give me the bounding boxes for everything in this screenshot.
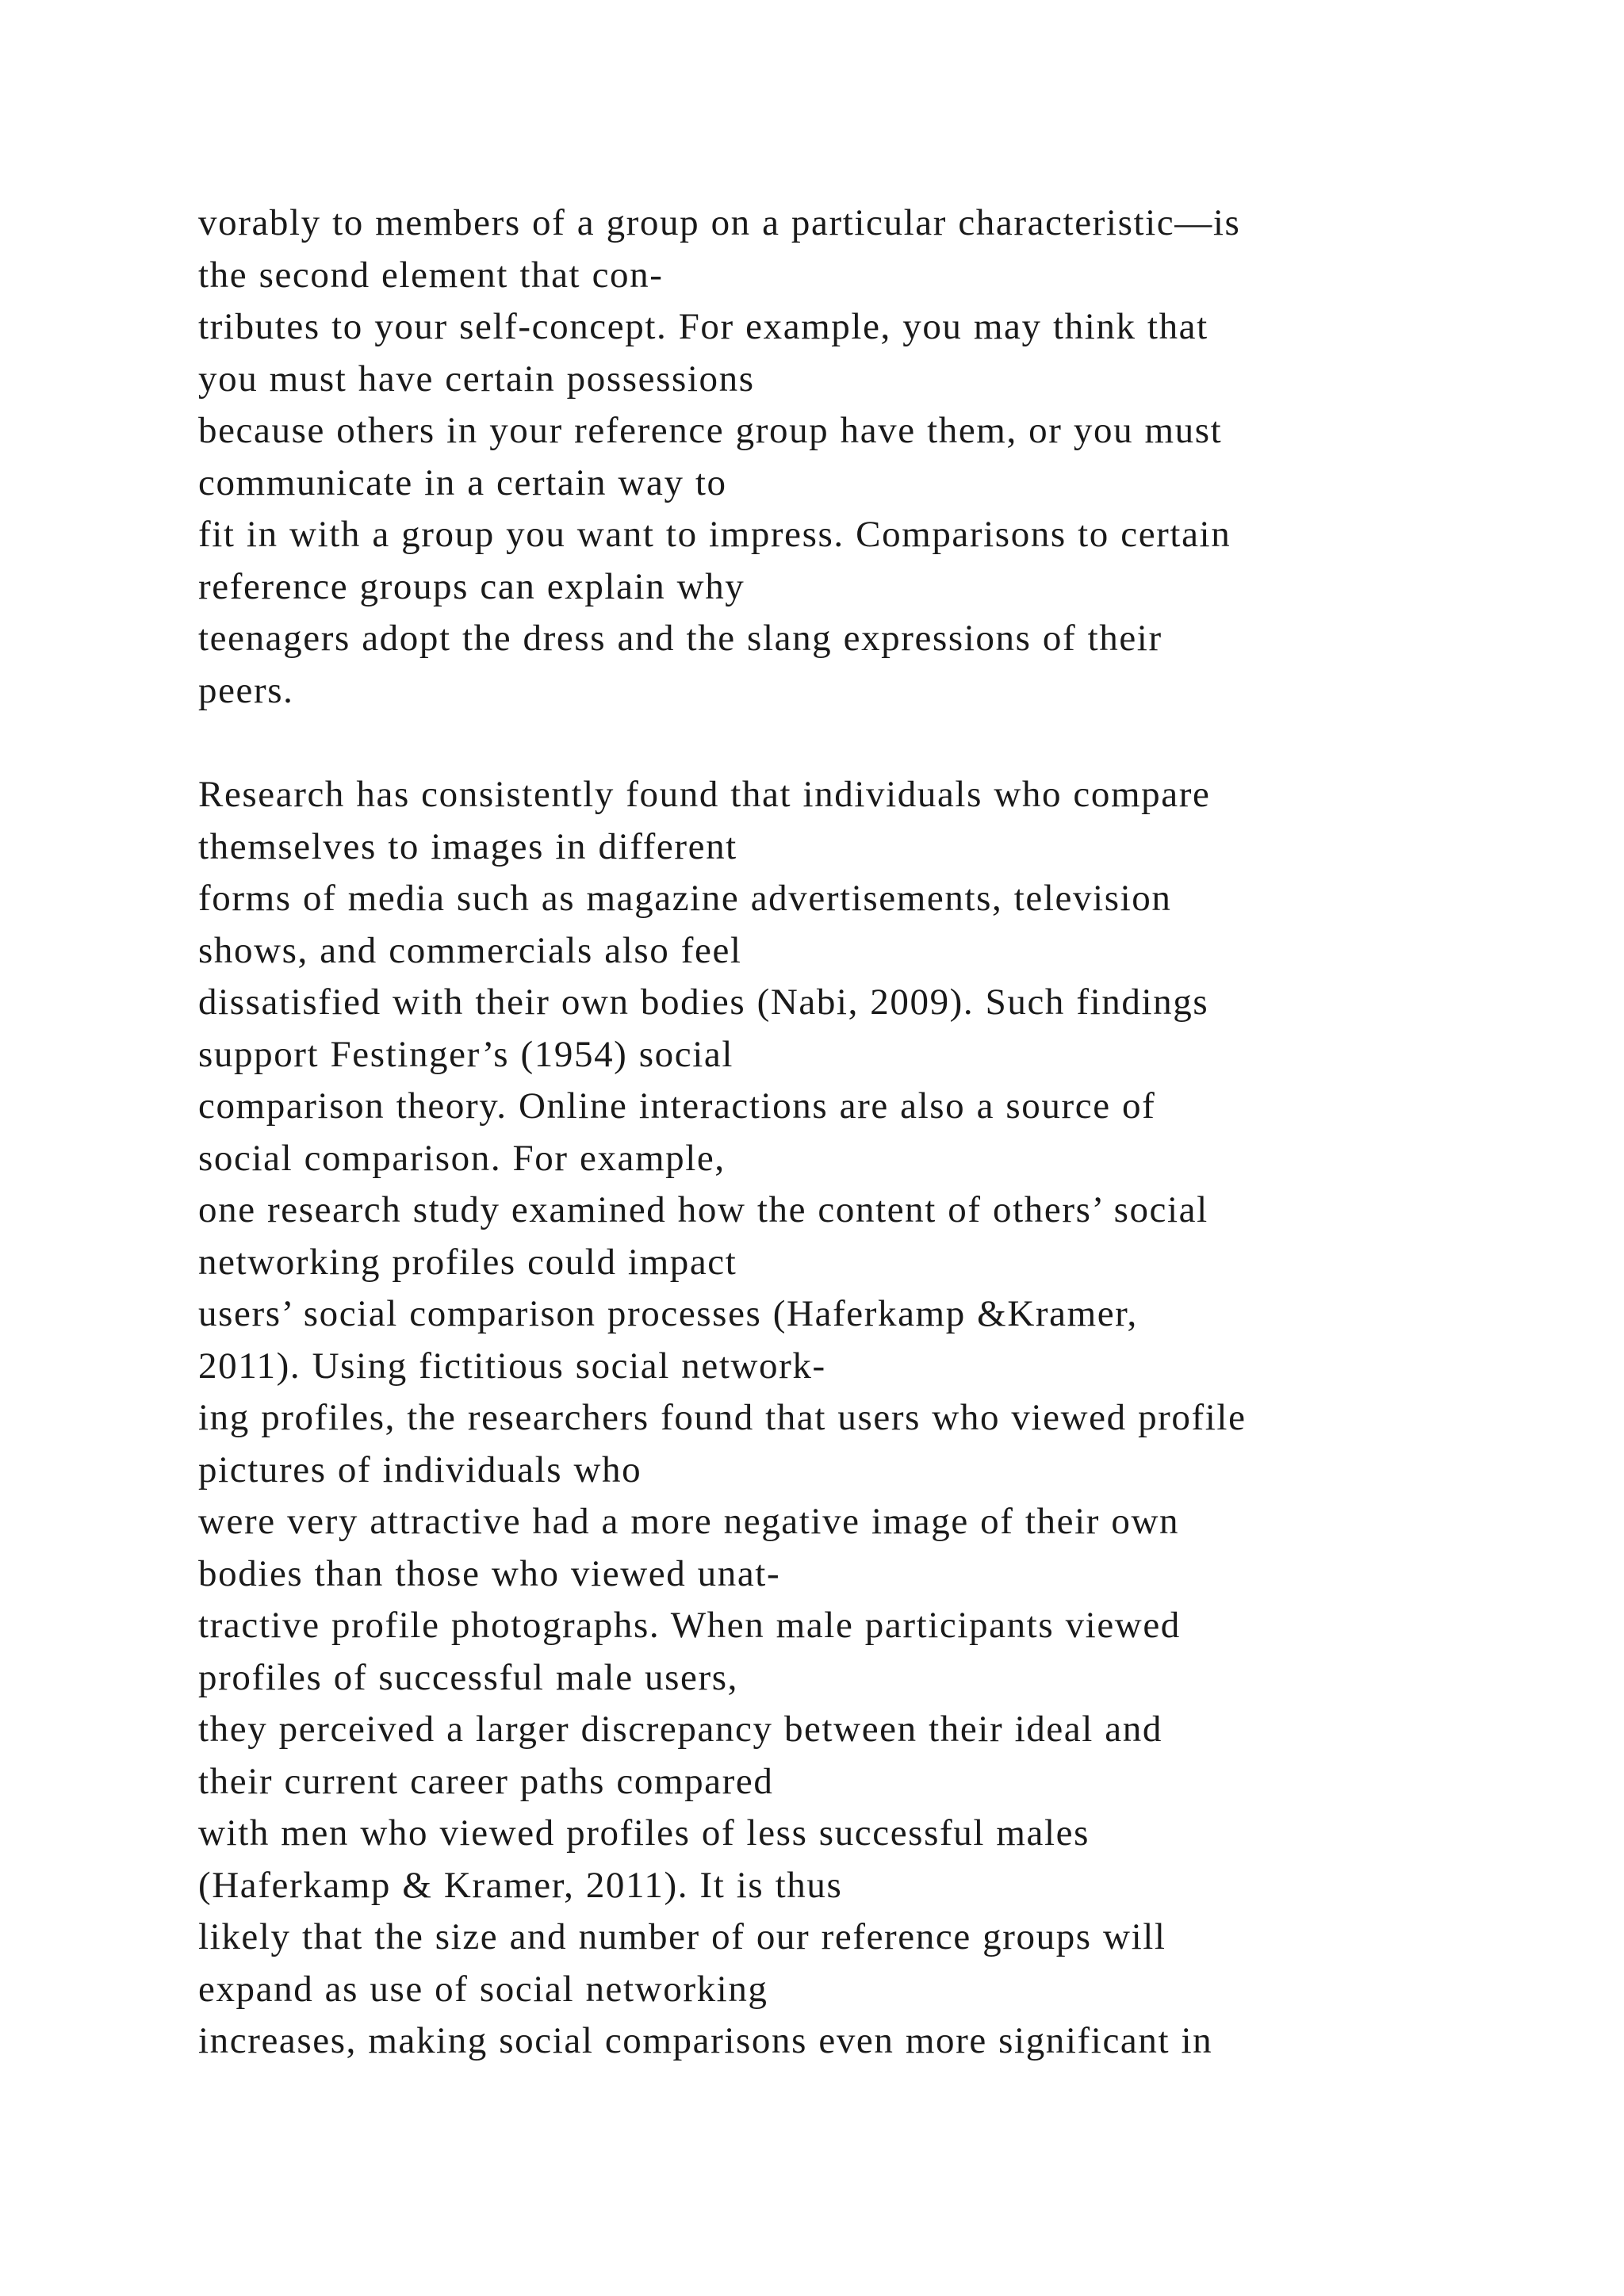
text-line: tractive profile photographs. When male participants viewed bbox=[198, 1605, 1181, 1646]
text-line: support Festinger’s (1954) social bbox=[198, 1033, 733, 1075]
text-line: networking profiles could impact bbox=[198, 1241, 737, 1283]
paragraph-reference-groups bbox=[198, 197, 1546, 717]
text-line: users’ social comparison processes (Haferkamp &Kramer, bbox=[198, 1293, 1138, 1334]
text-line: shows, and commercials also feel bbox=[198, 929, 742, 971]
text-line: vorably to members of a group on a particular characteristic—is bbox=[198, 202, 1241, 243]
text-line: peers. bbox=[198, 669, 294, 711]
text-line: the second element that con- bbox=[198, 254, 664, 296]
paragraph-research-findings bbox=[198, 769, 1546, 2068]
text-line: (Haferkamp & Kramer, 2011). It is thus bbox=[198, 1864, 843, 1906]
text-line: dissatisfied with their own bodies (Nabi, 2009). Such findings bbox=[198, 982, 1209, 1023]
text-line: expand as use of social networking bbox=[198, 1968, 768, 2010]
text-line: 2011). Using fictitious social network- bbox=[198, 1345, 826, 1387]
text-line: increases, making social comparisons even more significant in bbox=[198, 2020, 1213, 2061]
text-line: comparison theory. Online interactions are also a source of bbox=[198, 1085, 1156, 1127]
text-line: bodies than those who viewed unat- bbox=[198, 1552, 781, 1594]
text-line: themselves to images in different bbox=[198, 825, 737, 867]
text-line: social comparison. For example, bbox=[198, 1137, 726, 1179]
text-line: likely that the size and number of our reference groups will bbox=[198, 1916, 1166, 1957]
text-line: Research has consistently found that individuals who compare bbox=[198, 774, 1211, 815]
text-line: pictures of individuals who bbox=[198, 1448, 642, 1490]
text-line: you must have certain possessions bbox=[198, 358, 755, 400]
text-line: reference groups can explain why bbox=[198, 565, 745, 607]
text-line: fit in with a group you want to impress. Comparisons to certain bbox=[198, 514, 1231, 555]
text-line: tributes to your self-concept. For example, you may think that bbox=[198, 306, 1208, 347]
text-line: communicate in a certain way to bbox=[198, 461, 727, 503]
text-line: they perceived a larger discrepancy between their ideal and bbox=[198, 1709, 1162, 1750]
text-line: forms of media such as magazine advertisements, television bbox=[198, 878, 1172, 919]
text-line: their current career paths compared bbox=[198, 1760, 774, 1802]
text-line: one research study examined how the content of others’ social bbox=[198, 1189, 1208, 1230]
text-line: ing profiles, the researchers found that users who viewed profile bbox=[198, 1397, 1247, 1438]
text-line: profiles of successful male users, bbox=[198, 1656, 738, 1698]
text-line: teenagers adopt the dress and the slang expressions of their bbox=[198, 618, 1162, 659]
text-line: with men who viewed profiles of less successful males bbox=[198, 1812, 1090, 1854]
text-line: were very attractive had a more negative image of their own bbox=[198, 1501, 1180, 1542]
text-line: because others in your reference group have them, or you must bbox=[198, 410, 1223, 451]
